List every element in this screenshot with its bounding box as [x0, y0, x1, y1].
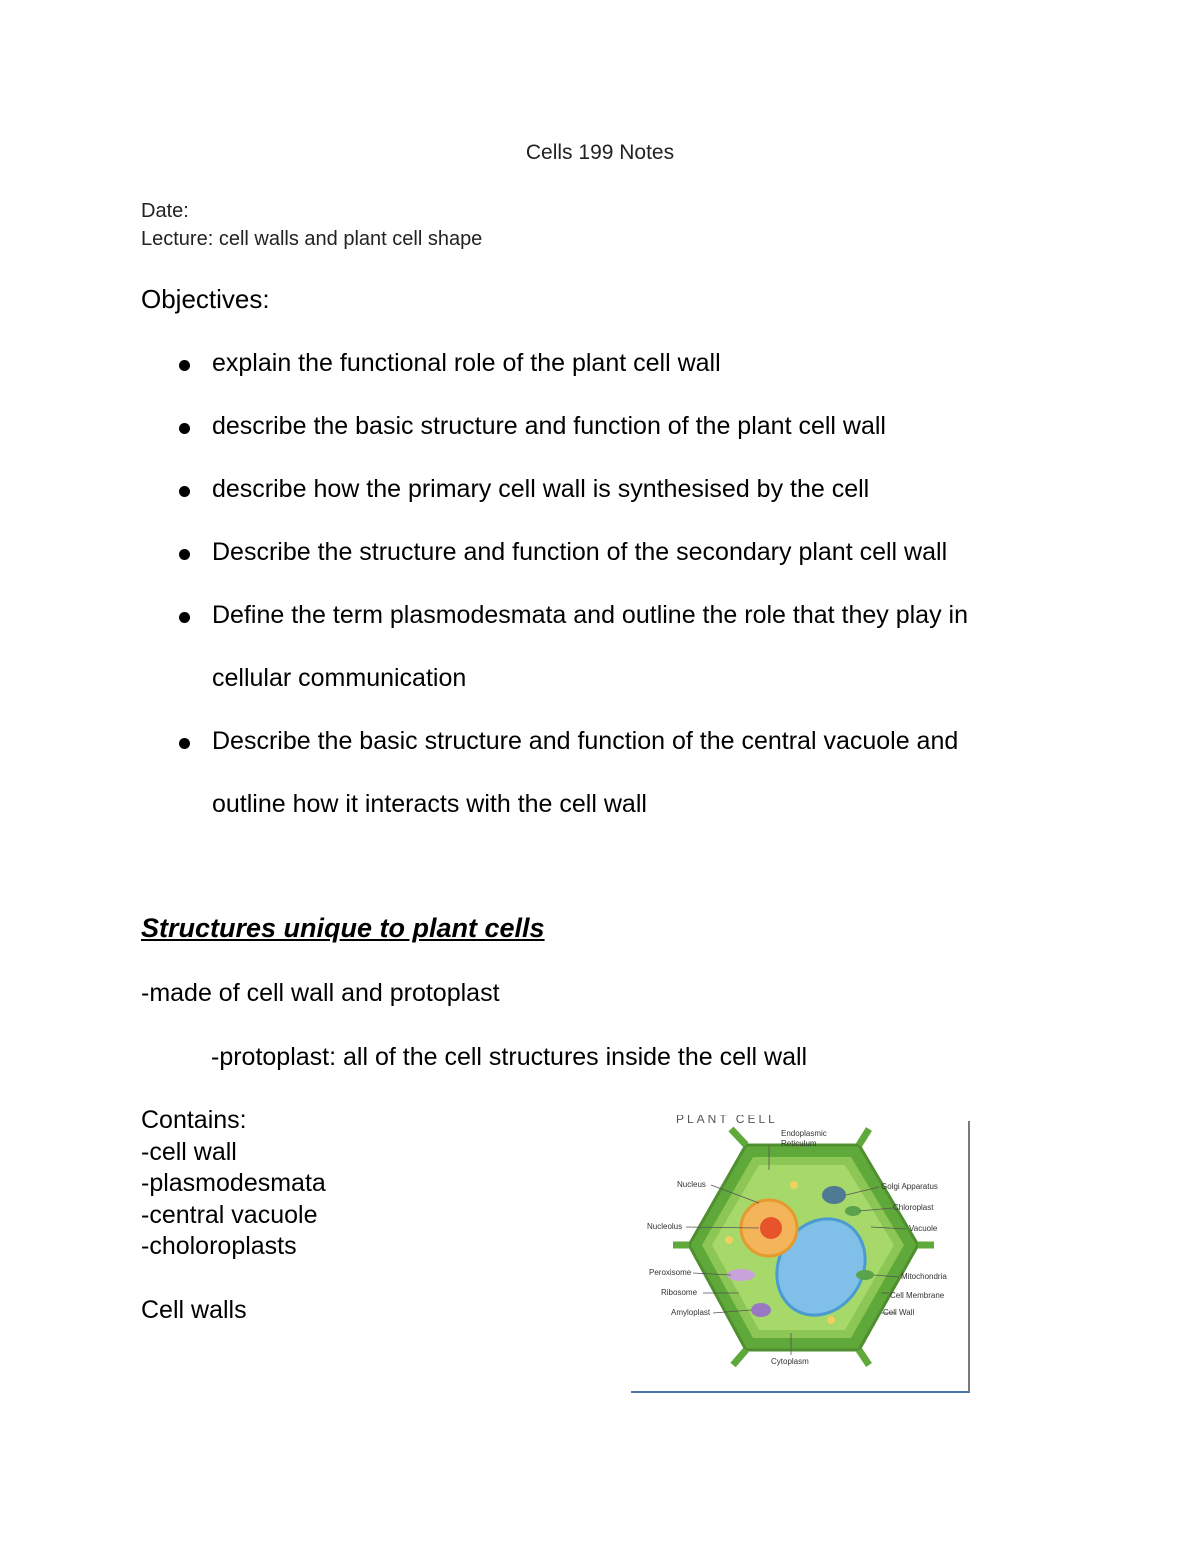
- mitochondria: [856, 1270, 874, 1280]
- list-item: Define the term plasmodesmata and outline the role that they play in: [212, 601, 968, 629]
- endoplasmic-reticulum: [727, 1269, 755, 1281]
- label-nucleolus: Nucleolus: [647, 1222, 683, 1231]
- label-wall: Cell Wall: [883, 1308, 915, 1317]
- bullet-icon: [179, 612, 190, 623]
- list-item: explain the functional role of the plant cell wall: [212, 349, 721, 377]
- label-cytoplasm: Cytoplasm: [771, 1357, 809, 1366]
- label-er: Endoplasmic: [781, 1129, 827, 1138]
- list-item: describe how the primary cell wall is synthesised by the cell: [212, 475, 870, 503]
- list-item-continuation: outline how it interacts with the cell wall: [212, 790, 647, 818]
- list-item: Describe the basic structure and function of the central vacuole and: [212, 727, 959, 755]
- label-ribosome: Ribosome: [661, 1288, 698, 1297]
- list-item: -central vacuole: [141, 1201, 318, 1229]
- bullet-icon: [179, 549, 190, 560]
- bullet-icon: [179, 423, 190, 434]
- label-membrane: Cell Membrane: [890, 1291, 945, 1300]
- bullet-icon: [179, 738, 190, 749]
- peroxisome: [725, 1236, 733, 1244]
- list-item: Describe the structure and function of the secondary plant cell wall: [212, 538, 948, 566]
- list-item: -choloroplasts: [141, 1232, 297, 1260]
- label-nucleus: Nucleus: [677, 1180, 706, 1189]
- plant-cell-diagram: [631, 1115, 971, 1395]
- label-mitochondria: Mitochondria: [901, 1272, 947, 1281]
- cell-walls-heading: Cell walls: [141, 1296, 247, 1324]
- label-er: Reticulum: [781, 1139, 817, 1148]
- nucleolus: [760, 1217, 782, 1239]
- label-peroxisome: Peroxisome: [649, 1268, 692, 1277]
- label-chloroplast: Chloroplast: [893, 1203, 934, 1212]
- made-of-line: -made of cell wall and protoplast: [141, 979, 500, 1007]
- label-vacuole: Vacuole: [909, 1224, 938, 1233]
- chloroplast: [845, 1206, 861, 1216]
- protoplast-line: -protoplast: all of the cell structures inside the cell wall: [211, 1043, 808, 1071]
- amyloplast: [751, 1303, 771, 1317]
- list-item: describe the basic structure and function of the plant cell wall: [212, 412, 886, 440]
- bullet-icon: [179, 486, 190, 497]
- lecture-line: Lecture: cell walls and plant cell shape: [141, 228, 483, 250]
- objectives-heading: Objectives:: [141, 284, 270, 314]
- diagram-title: PLANT CELL: [676, 1115, 778, 1126]
- bullet-icon: [179, 360, 190, 371]
- contains-heading: Contains:: [141, 1106, 247, 1134]
- label-amyloplast: Amyloplast: [671, 1308, 711, 1317]
- date-label: Date:: [141, 200, 189, 222]
- list-item: -cell wall: [141, 1138, 237, 1166]
- label-golgi: Golgi Apparatus: [881, 1182, 938, 1191]
- list-item-continuation: cellular communication: [212, 664, 467, 692]
- list-item: -plasmodesmata: [141, 1169, 326, 1197]
- page-title: Cells 199 Notes: [525, 141, 675, 164]
- section-heading: Structures unique to plant cells: [141, 913, 545, 943]
- golgi-apparatus: [822, 1186, 846, 1204]
